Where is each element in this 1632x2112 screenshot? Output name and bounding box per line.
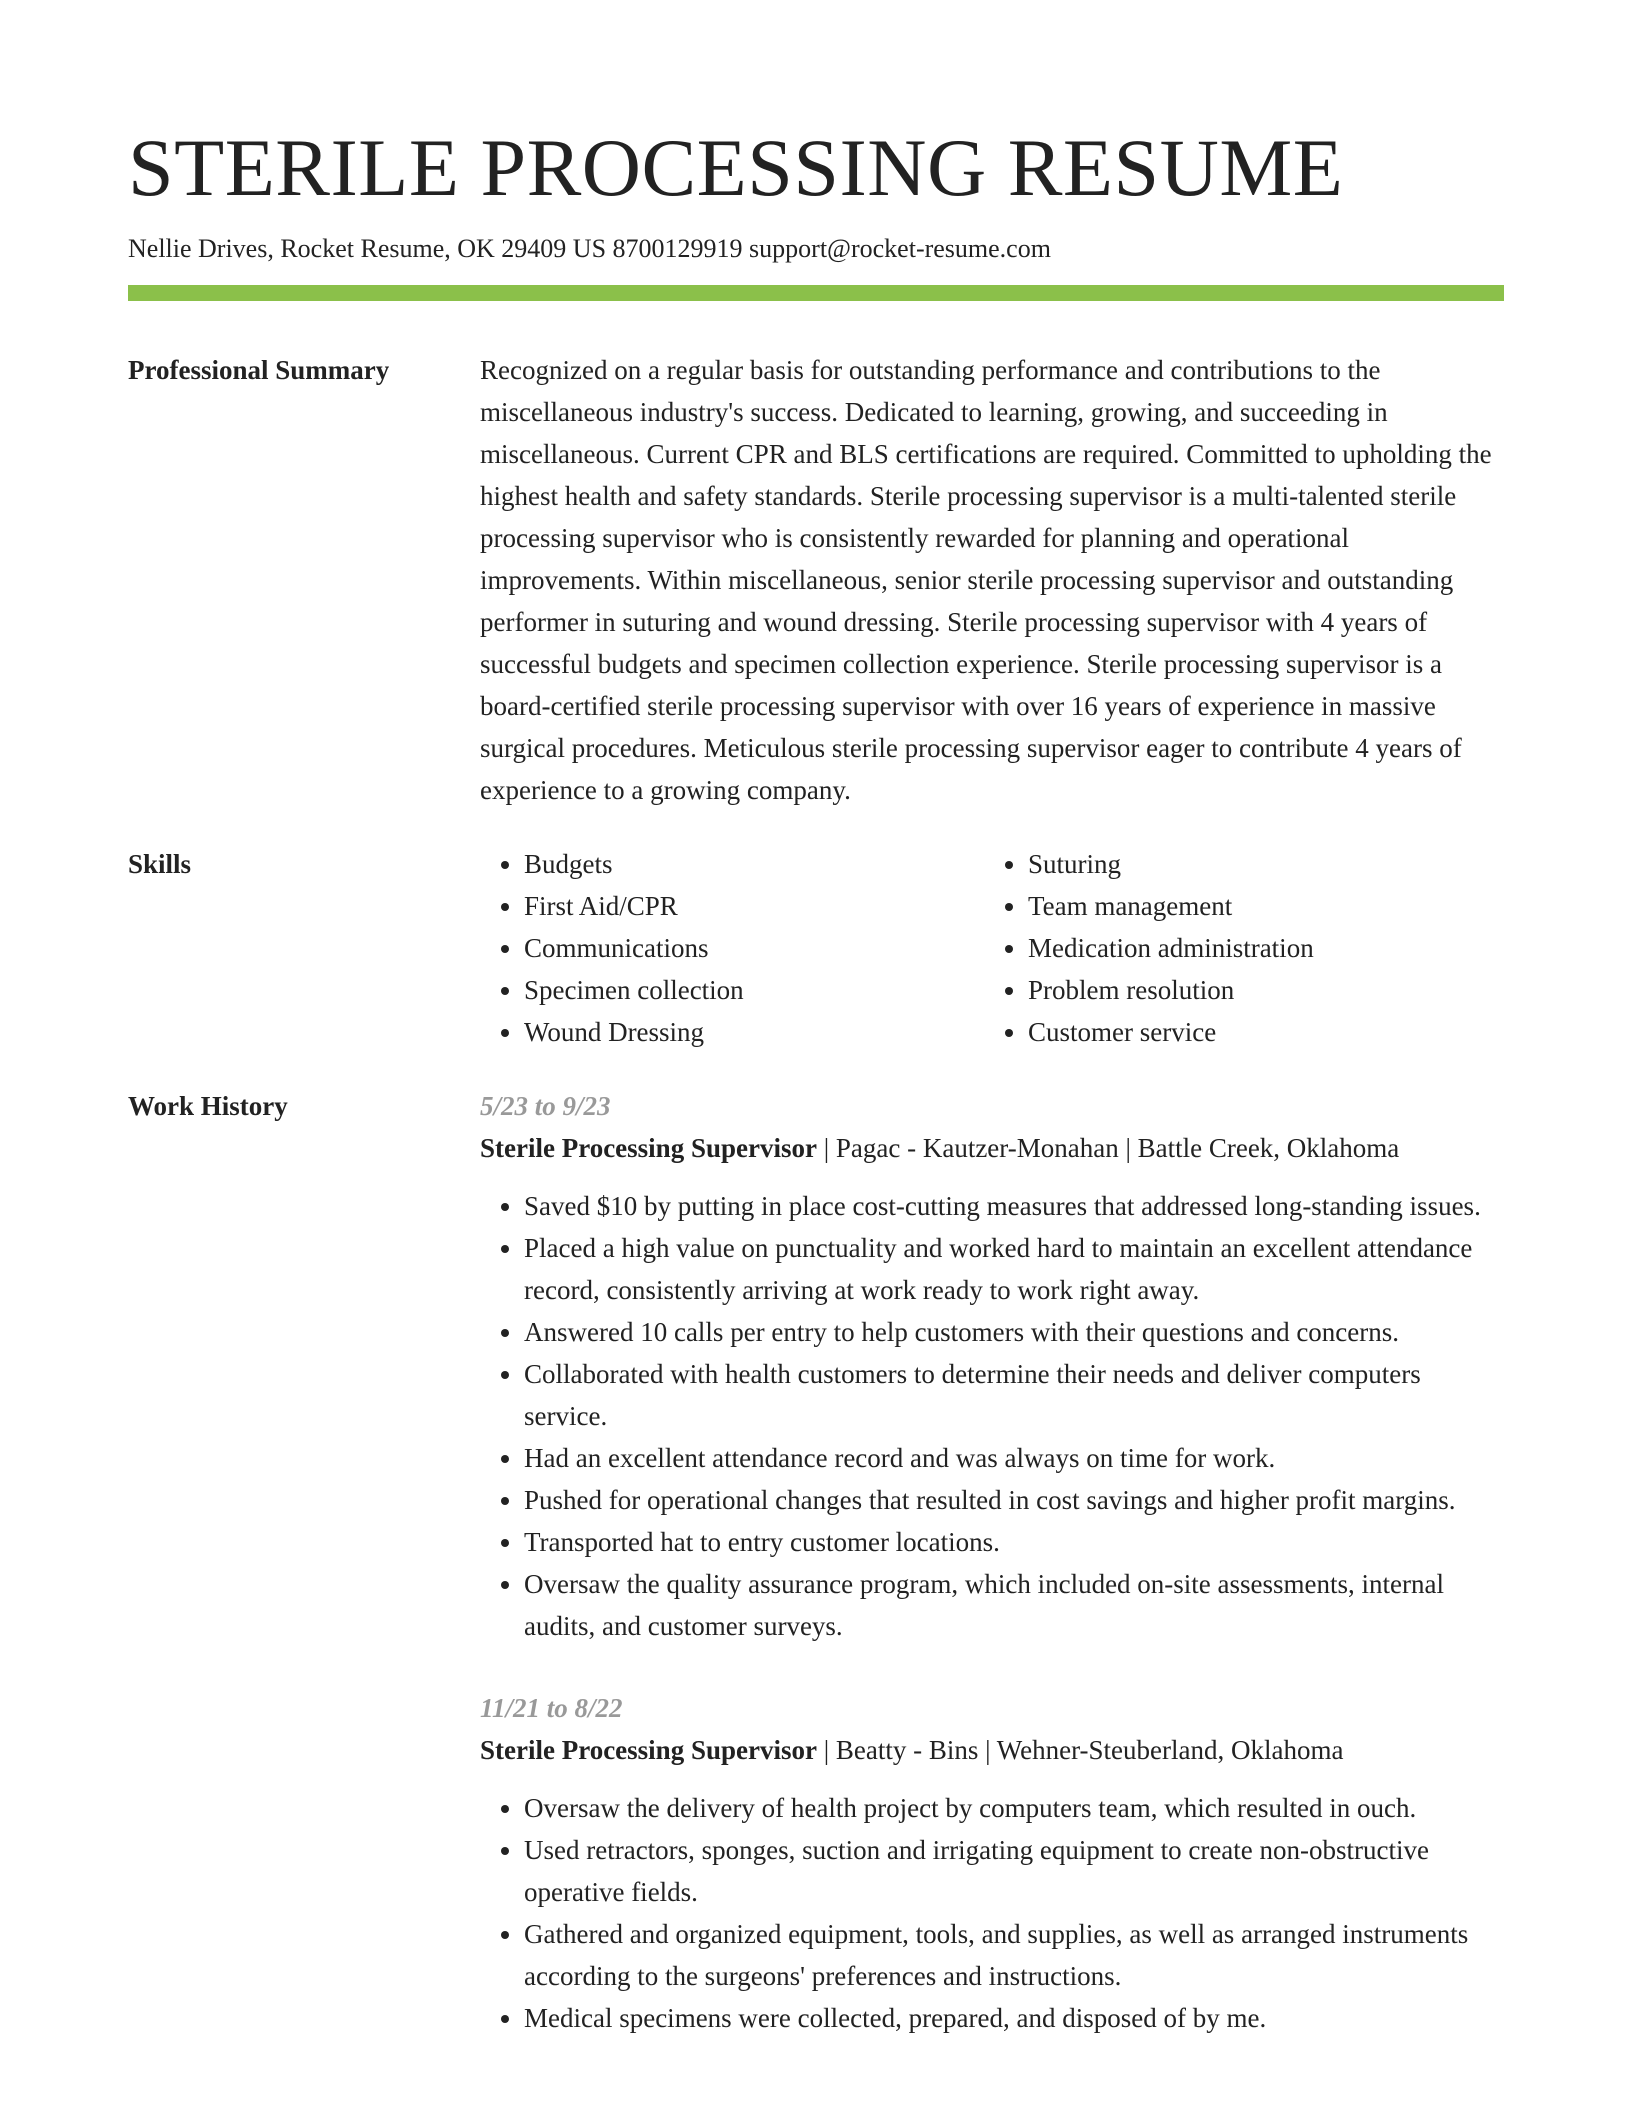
header-divider: [128, 285, 1504, 301]
job-bullet: • Gathered and organized equipment, tools, and supplies, as well as arranged instruments according to the surgeons' preferences and instructions.: [524, 1913, 1504, 1997]
skills-list-right: [984, 843, 1488, 1053]
skill-item: • First Aid/CPR: [524, 885, 984, 927]
skill-item: • Problem resolution: [1028, 969, 1488, 1011]
job-bullets: [480, 1185, 1504, 1647]
job-entry: [480, 1085, 1504, 1647]
skill-item: • Communications: [524, 927, 984, 969]
skills-list-left: [480, 843, 984, 1053]
work-history-heading: Work History: [128, 1091, 288, 1121]
skill-item: • Budgets: [524, 843, 984, 885]
job-bullet: • Pushed for operational changes that resulted in cost savings and higher profit margins.: [524, 1479, 1504, 1521]
job-dates: 11/21 to 8/22: [480, 1693, 623, 1723]
job-heading: [480, 1127, 1504, 1169]
resume-title: STERILE PROCESSING RESUME: [128, 122, 1344, 213]
job-bullet: • Medical specimens were collected, prepared, and disposed of by me.: [524, 1997, 1504, 2039]
job-bullet: • Answered 10 calls per entry to help customers with their questions and concerns.: [524, 1311, 1504, 1353]
job-bullet: • Oversaw the quality assurance program, which included on-site assessments, internal audits, and customer surveys.: [524, 1563, 1504, 1647]
skill-item: • Specimen collection: [524, 969, 984, 1011]
job-bullet: • Had an excellent attendance record and was always on time for work.: [524, 1437, 1504, 1479]
skill-item: • Medication administration: [1028, 927, 1488, 969]
job-bullet: • Oversaw the delivery of health project by computers team, which resulted in ouch.: [524, 1787, 1504, 1829]
job-bullet: • Placed a high value on punctuality and worked hard to maintain an excellent attendance record, consistently arriving at work ready to work right away.: [524, 1227, 1504, 1311]
job-bullet: • Used retractors, sponges, suction and irrigating equipment to create non-obstructive operative fields.: [524, 1829, 1504, 1913]
job-details: | Beatty - Bins | Wehner-Steuberland, Oklahoma: [816, 1735, 1344, 1765]
job-bullet: • Transported hat to entry customer locations.: [524, 1521, 1504, 1563]
summary-heading: Professional Summary: [128, 355, 390, 385]
summary-text: Recognized on a regular basis for outstanding performance and contributions to the miscellaneous industry's success. Dedicated to learning, growing, and succeeding in miscellaneous. Current CPR and BLS certifications are required. Committed to upholding the highest health and safety standards. Sterile processing supervisor is a multi-talented sterile processing supervisor who is consistently rewarded for planning and operational improvements. Within miscellaneous, senior sterile processing supervisor and outstanding performer in suturing and wound dressing. Sterile processing supervisor with 4 years of successful budgets and specimen collection experience. Sterile processing supervisor is a board-certified sterile processing supervisor with over 16 years of experience in massive surgical procedures. Meticulous sterile processing supervisor eager to contribute 4 years of experience to a growing company.: [480, 355, 1492, 805]
skill-item: • Wound Dressing: [524, 1011, 984, 1053]
job-dates: 5/23 to 9/23: [480, 1091, 611, 1121]
job-heading: [480, 1729, 1504, 1771]
skill-item: • Customer service: [1028, 1011, 1488, 1053]
job-bullet: • Collaborated with health customers to determine their needs and deliver computers service.: [524, 1353, 1504, 1437]
job-title: Sterile Processing Supervisor: [480, 1133, 817, 1163]
job-bullet: • Saved $10 by putting in place cost-cutting measures that addressed long-standing issues.: [524, 1185, 1504, 1227]
skill-item: • Suturing: [1028, 843, 1488, 885]
job-entry: [480, 1687, 1504, 2039]
contact-line: Nellie Drives, Rocket Resume, OK 29409 US 8700129919 support@rocket-resume.com: [128, 234, 1051, 263]
skills-heading: Skills: [128, 849, 192, 879]
job-bullets: [480, 1787, 1504, 2039]
job-title: Sterile Processing Supervisor: [480, 1735, 817, 1765]
job-details: | Pagac - Kautzer-Monahan | Battle Creek, Oklahoma: [816, 1133, 1400, 1163]
skill-item: • Team management: [1028, 885, 1488, 927]
